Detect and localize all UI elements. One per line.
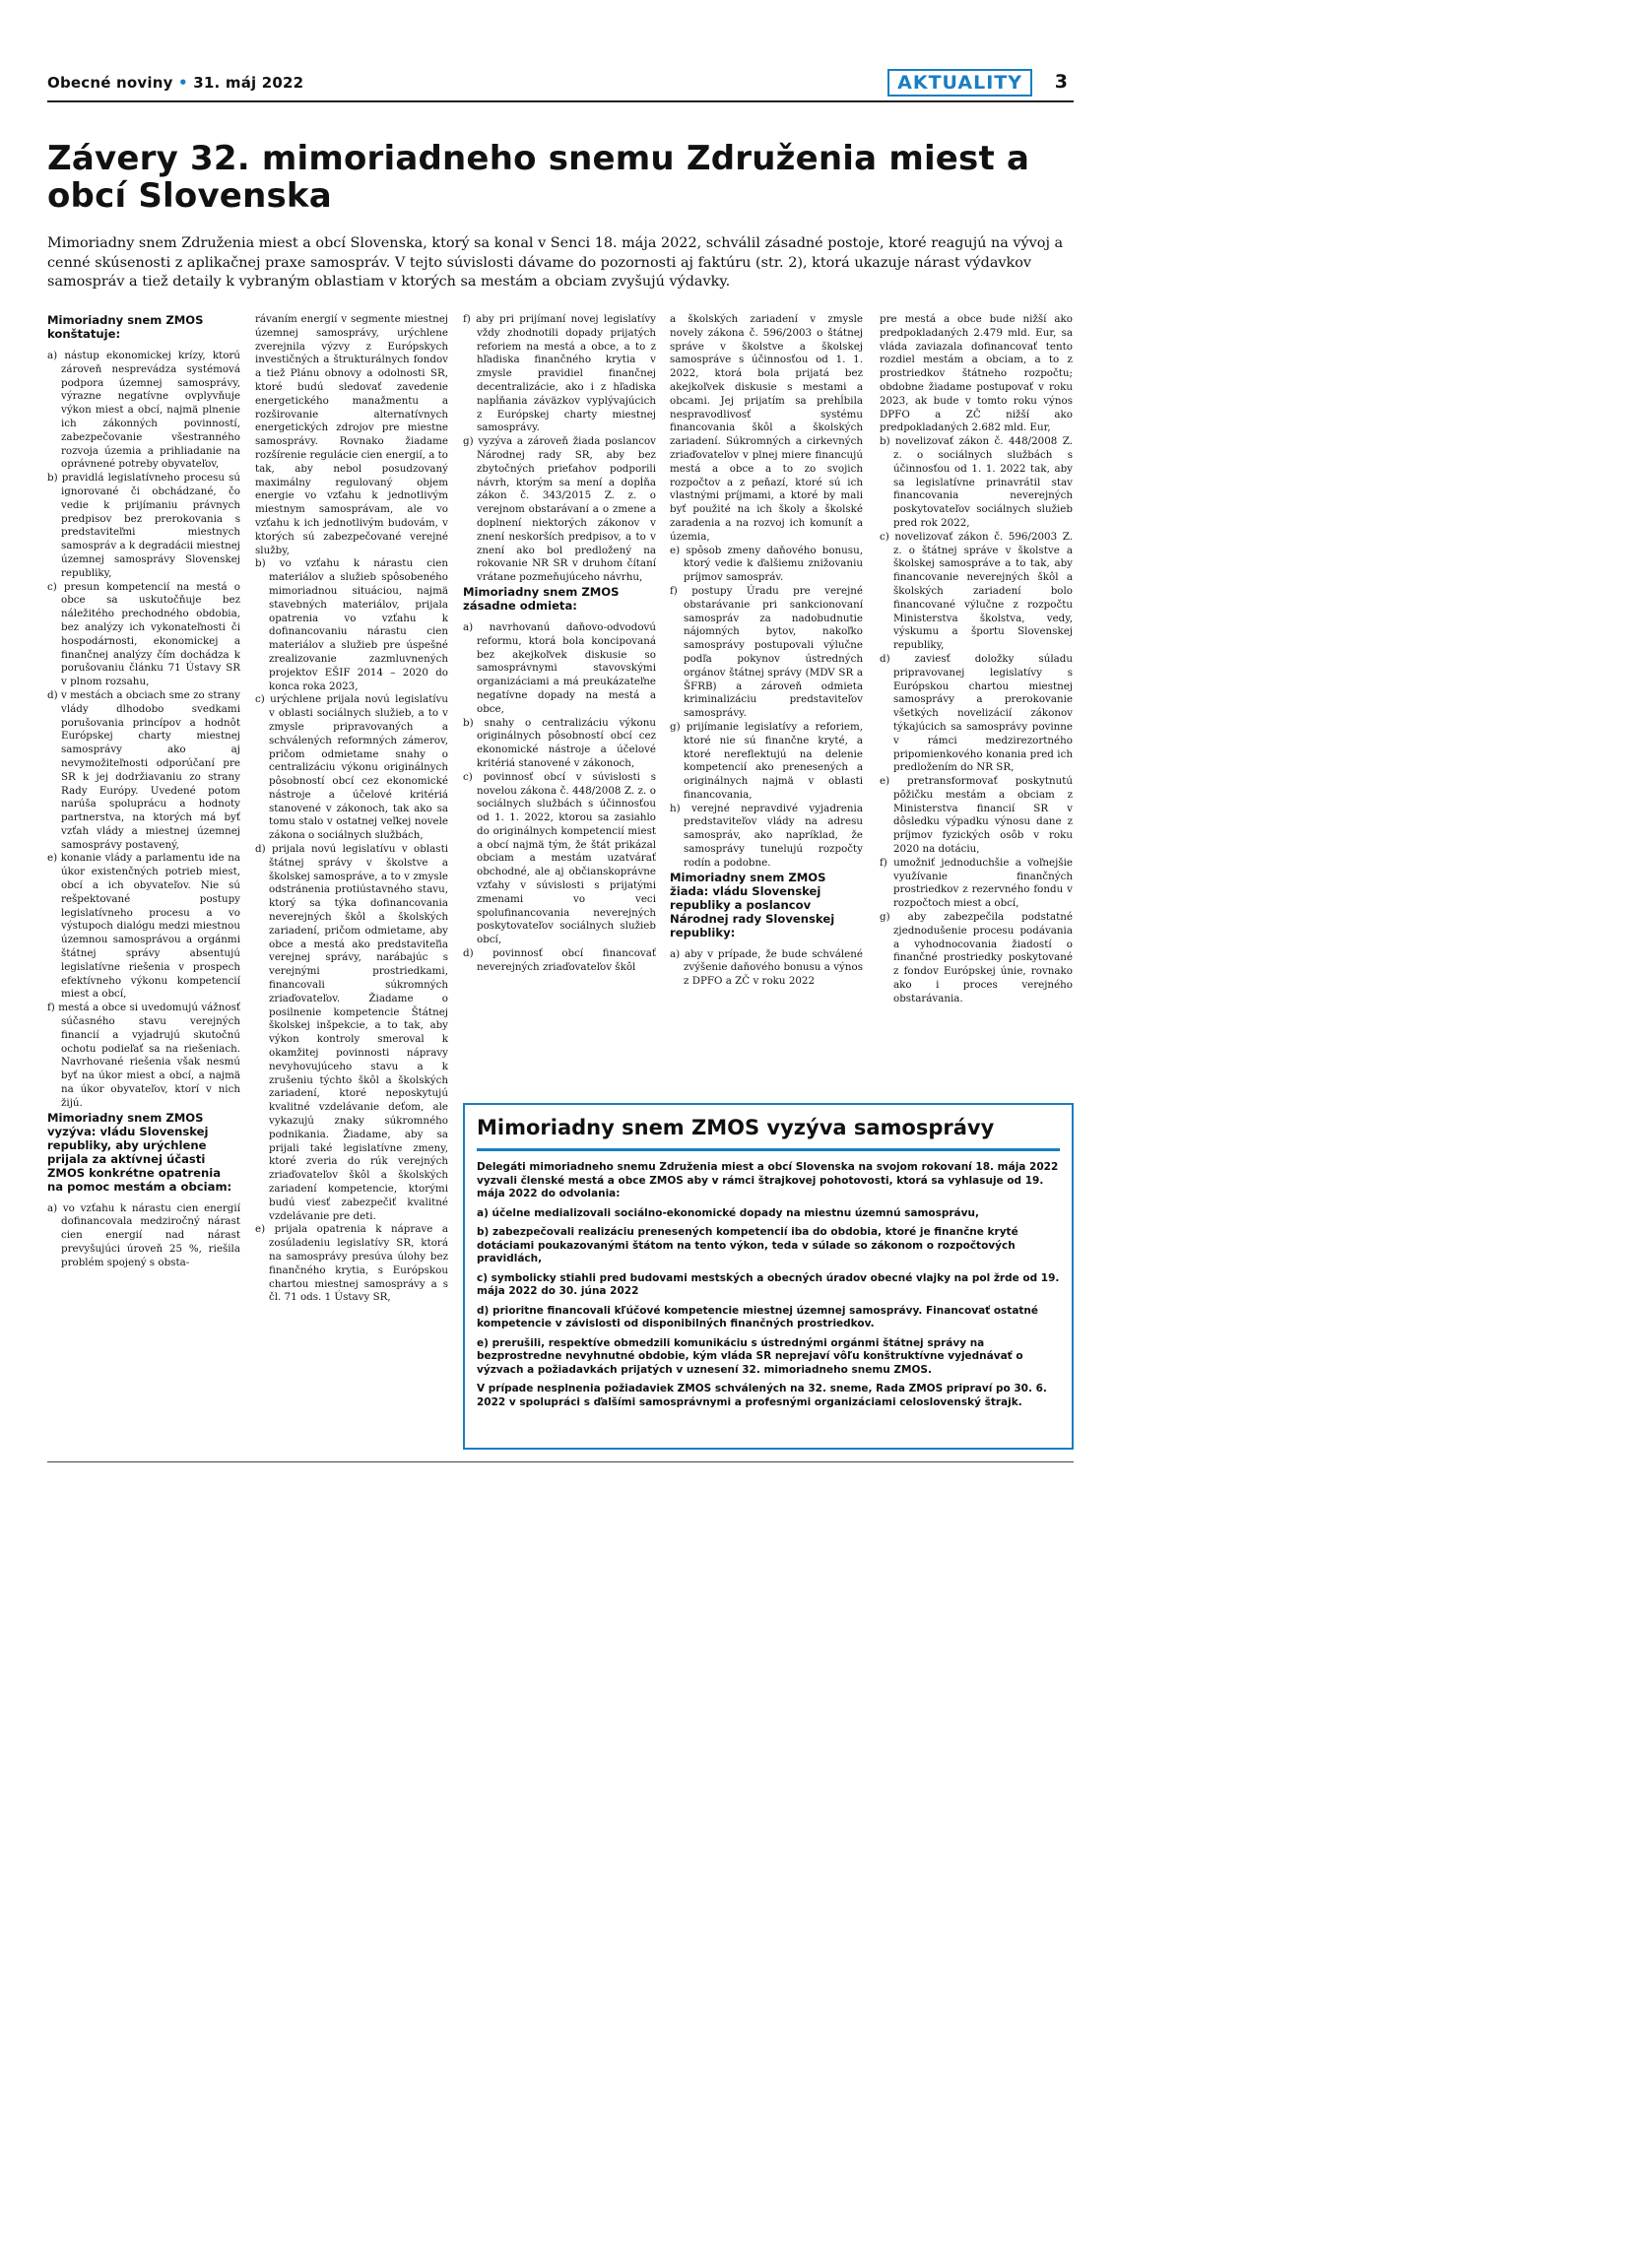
list-item: e) prijala opatrenia k náprave a zosúladeniu legislatívy SR, ktorá na samosprávy presúva úlohy bez finančného krytia, s Európskou chartou miestnej samosprávy a s čl. 71 ods. 1 Ústavy SR, xyxy=(255,1223,448,1304)
column-2 xyxy=(255,313,448,1305)
list-item: f) umožniť jednoduchšie a voľnejšie využívanie finančných prostriedkov z rezervného fondu v rozpočtoch miest a obcí, xyxy=(880,856,1073,910)
list-item: d) v mestách a obciach sme zo strany vlády dlhodobo svedkami porušovania princípov a hodnôt Európskej charty miestnej samosprávy ako aj nevymožiteľnosti odporúčaní pre SR k jej dodržiavaniu zo strany Rady Európy. Uvedené potom narúša spoluprácu a hodnoty partnerstva, na ktorých má byť vzťah vlády a miestnej územnej samosprávy postavený, xyxy=(47,688,240,851)
continuation-text: a školských zariadení v zmysle novely zákona č. 596/2003 o štátnej správe v školstve a školskej samospráve s účinnosťou od 1. 1. 2022, ktorá bola prijatá bez akejkoľvek diskusie s mestami a obcami. Jej prijatím sa prehĺbila nespravodlivosť systému financovania škôl a školských zariadení. Súkromných a cirkevných zriaďovateľov v plnej miere financujú mestá a obce a to zo svojich rozpočtov a z peňazí, ktoré sú ich vlastnými príjmami, a ktoré by mali byť použité na ich školy a školské zaradenia a na rozvoj ich komunít a územia, xyxy=(670,313,863,543)
list-item: b) snahy o centralizáciu výkonu originálnych pôsobností obcí cez ekonomické nástroje a účelové kritériá stanovené v zákonoch, xyxy=(463,716,656,769)
callout-closing: V prípade nesplnenia požiadaviek ZMOS schválených na 32. sneme, Rada ZMOS pripraví po 30. 6. 2022 v spolupráci s ďalšími samosprávnymi a profesnými organizáciami celoslovenský štrajk. xyxy=(477,1383,1047,1408)
publication-line xyxy=(47,74,303,92)
callout-item: d) prioritne financovali kľúčové kompetencie miestnej územnej samosprávy. Financovať ostatné kompetencie v závislosti od disponibilných finančných prostriedkov. xyxy=(477,1304,1039,1329)
column-1 xyxy=(47,313,240,1270)
list-item: f) mestá a obce si uvedomujú vážnosť súčasného stavu verejných financií a vyjadrujú skutočnú ochotu podieľať sa na riešeniach. Navrhované riešenia však nesmú byť na úkor miest a obcí, a najmä na úkor obyvateľov, ktorí v nich žijú. xyxy=(47,1002,240,1109)
callout-item: b) zabezpečovali realizáciu prenesených kompetencií iba do obdobia, ktoré je finančne kryté dotáciami poukazovanými štátom na tento výkon, teda v súlade so zákonom o rozpočtových pravidlách, xyxy=(477,1226,1018,1264)
list-item: h) verejné nepravdivé vyjadrenia predstaviteľov vlády na adresu samospráv, ako napríklad, že samosprávy tunelujú rozpočty rodín a podobne. xyxy=(670,802,863,869)
section-label: AKTUALITY xyxy=(887,69,1032,97)
bottom-rule xyxy=(47,1461,1074,1462)
callout-item: c) symbolicky stiahli pred budovami mestských a obecných úradov obecné vlajky na pol žrde od 19. mája 2022 do 30. júna 2022 xyxy=(477,1271,1060,1297)
list-item: b) vo vzťahu k nárastu cien materiálov a služieb spôsobeného mimoriadnou situáciou, najmä stavebných materiálov, prijala opatrenia vo vzťahu k dofinancovaniu nárastu cien materiálov a služieb pre úspešné zrealizovanie zazmluvnených projektov EŠIF 2014 – 2020 do konca roka 2023, xyxy=(255,557,448,692)
top-rule xyxy=(47,100,1074,102)
continuation-text: rávaním energií v segmente miestnej územnej samosprávy, urýchlene zverejnila výzvy z Európskych investičných a štrukturálnych fondov a tiež Plánu obnovy a odolnosti SR, ktoré budú sledovať zavedenie energetického manažmentu a rozširovanie alternatívnych energetických zdrojov pre miestne samosprávy. Rovnako žiadame rozšírenie regulácie cien energií, a to tak, aby nebol posudzovaný maximálny regulovaný objem energie vo vzťahu k jednotlivým miestnym samosprávam, ale vo vzťahu k ich jednotlivým budovám, v ktorých sú zabezpečované verejné služby, xyxy=(255,313,448,556)
article-title: Závery 32. mimoriadneho snemu Združenia miest a obcí Slovenska xyxy=(47,139,1030,216)
page-number: 3 xyxy=(1054,71,1068,93)
list-item: f) postupy Úradu pre verejné obstarávanie pri sankcionovaní samospráv za nadobudnutie nájomných bytov, nakoľko samosprávy postupovali výlučne podľa pokynov ústredných orgánov štátnej správy (MDV SR a ŠFRB) a zároveň odmieta kriminalizáciu predstaviteľov samosprávy. xyxy=(670,584,863,720)
masthead xyxy=(47,69,1074,100)
list-item: d) prijala novú legislatívu v oblasti štátnej správy v školstve a školskej samospráve, a to v zmysle odstránenia protiústavného stavu, ktorý sa týka dofinancovania neverejných škôl a školských zariadení, pričom odmietame, aby obce a mestá ako predstaviteľia verejnej správy, narábajúc s verejnými prostriedkami, financovali súkromných zriaďovateľov. Žiadame o posilnenie kompetencie Štátnej školskej inšpekcie, a to tak, aby výkon kontroly smeroval k okamžitej povinnosti nápravy nevyhovujúceho stavu a k zrušeniu týchto škôl a školských zariadení, ktoré neposkytujú kvalitné vzdelávanie deťom, ale vykazujú znaky súkromného podnikania. Žiadame, aby sa prijali také legislatívne zmeny, ktoré zveria do rúk verejných zriaďovateľov škôl a školských zariadení kompetencie, ktorými budú viesť zabezpečiť kvalitné vzdelávanie pre deti. xyxy=(255,843,448,1222)
callout-intro: Delegáti mimoriadneho snemu Združenia miest a obcí Slovenska na svojom rokovaní 18. mája 2022 vyzvali členské mestá a obce ZMOS aby v rámci štrajkovej pohotovosti, ktorá sa vyhlasuje od 19. mája 2022 do odvolania: xyxy=(477,1161,1059,1199)
list-item: c) urýchlene prijala novú legislatívu v oblasti sociálnych služieb, a to v zmysle pripravovaných a schválených reformných zámerov, pričom odmietame snahy o centralizáciu výkonu originálnych pôsobností obcí cez ekonomické nástroje a účelové kritériá stanovené v zákonoch, tak ako sa tomu stalo v ostatnej veľkej novele zákona o sociálnych službách, xyxy=(255,693,448,842)
list-item: d) zaviesť doložky súladu pripravovanej legislatívy s Európskou chartou miestnej samosprávy a prerokovanie všetkých novelizácií zákonov týkajúcich sa samosprávy povinne v rámci medzirezortného pripomienkového konania pred ich predložením do NR SR, xyxy=(880,652,1073,774)
list-item: c) presun kompetencií na mestá o obce sa uskutočňuje bez náležitého prechodného obdobia, bez analýzy ich vykonateľnosti či hospodárnosti, ekonomickej a finančnej analýzy čím dochádza k porušovaniu článku 71 Ústavy SR v plnom rozsahu, xyxy=(47,580,240,688)
article-lead: Mimoriadny snem Združenia miest a obcí Slovenska, ktorý sa konal v Senci 18. mája 2022, schválil zásadné postoje, ktoré reagujú na vývoj a cenné skúsenosti z aplikačnej praxe samospráv. V tejto súvislosti dávame do pozornosti aj faktúru (str. 2), ktorá ukazuje nárast výdavkov samospráv a tiež detaily k vybraným oblastiam v ktorých sa mestám a obciam zvyšujú výdavky. xyxy=(47,235,1064,290)
list-item: e) konanie vlády a parlamentu ide na úkor existenčných potrieb miest, obcí a ich obyvateľov. Nie sú rešpektované postupy legislatívneho procesu a vo výstupoch dialógu medzi miestnou územnou samosprávou a orgánmi štátnej správy absentujú legislatívne riešenia v prospech efektívneho výkonu kompetencií miest a obcí, xyxy=(47,852,240,1001)
callout-box xyxy=(463,1103,1074,1450)
list-item: e) spôsob zmeny daňového bonusu, ktorý vedie k ďalšiemu znižovaniu príjmov samospráv. xyxy=(670,544,863,584)
list-item: a) aby v prípade, že bude schválené zvýšenie daňového bonusu a výnos z DPFO a ZČ v roku 2022 xyxy=(670,947,863,988)
list-item: d) povinnosť obcí financovať neverejných zriaďovateľov škôl xyxy=(463,947,656,973)
list-item: g) prijímanie legislatívy a reforiem, ktoré nie sú finančne kryté, a ktoré nereflektujú na delenie kompetencií ako prenesených a originálnych najmä v oblasti financovania, xyxy=(670,720,863,801)
column-3 xyxy=(463,313,656,975)
section-heading-ziada: Mimoriadny snem ZMOS žiada: vládu Slovenskej republiky a poslancov Národnej rady Slovenskej republiky: xyxy=(670,870,835,940)
list-item: g) aby zabezpečila podstatné zjednodušenie procesu podávania a vyhodnocovania žiadostí o finančné prostriedky poskytované z fondov Európskej únie, rovnako ako i proces verejného obstarávania. xyxy=(880,911,1073,1004)
issue-date: 31. máj 2022 xyxy=(193,74,304,92)
callout-item: a) účelne medializovali sociálno-ekonomické dopady na miestnu územnú samosprávu, xyxy=(477,1206,979,1219)
column-4 xyxy=(670,313,863,989)
list-item: b) novelizovať zákon č. 448/2008 Z. z. o sociálnych službách s účinnosťou od 1. 1. 2022 tak, aby sa legislatívne prinavrátil stav financovania neverejných poskytovateľov sociálnych služieb pred rok 2022, xyxy=(880,435,1073,529)
section-heading-vyzyva-vladu: Mimoriadny snem ZMOS vyzýva: vládu Slovenskej republiky, aby urýchlene prijala za aktívnej účasti ZMOS konkrétne opatrenia na pomoc mestám a obciam: xyxy=(47,1110,232,1194)
callout-item: e) prerušili, respektíve obmedzili komunikáciu s ústrednými orgánmi štátnej správy na bezprostredne nevyhnutné obdobie, kým vláda SR neprejaví vôľu konštruktívne vyjednávať o výzvach a požiadavkách prijatých v uznesení 32. mimoriadneho snemu ZMOS. xyxy=(477,1336,1023,1376)
callout-title: Mimoriadny snem ZMOS vyzýva samosprávy xyxy=(477,1116,995,1139)
list-item: b) pravidlá legislatívneho procesu sú ignorované či obchádzané, čo vedie k prijímaniu právnych predpisov bez prerokovania s predstaviteľmi miestnych samospráv a k degradácii miestnej územnej samosprávy Slovenskej republiky, xyxy=(47,472,240,579)
section-heading-odmieta: Mimoriadny snem ZMOS zásadne odmieta: xyxy=(463,584,620,613)
list-item: f) aby pri prijímaní novej legislatívy vždy zhodnotili dopady prijatých reforiem na mestá a obce, a to z hľadiska finančného krytia v zmysle pravidiel finančnej decentralizácie, ako i z hľadiska napĺňania záväzkov vyplývajúcich z Európskej charty miestnej samosprávy. xyxy=(463,313,656,434)
list-item: c) povinnosť obcí v súvislosti s novelou zákona č. 448/2008 Z. z. o sociálnych službách s účinnosťou od 1. 1. 2022, ktorou sa zasiahlo do originálnych kompetencií miest a obcí najmä tým, že štát prikázal obciam a mestám uzatvárať obchodné, ale aj občianskoprávne vzťahy v súvislosti s prijatými zmenami vo veci spolufinancovania neverejných poskytovateľov sociálnych služieb obcí, xyxy=(463,770,656,946)
continuation-text: pre mestá a obce bude nižší ako predpokladaných 2.479 mld. Eur, sa vláda zaviazala dofinancovať tento rozdiel mestám a obciam, a to z prostriedkov štátneho rozpočtu; obdobne žiadame postupovať v roku 2023, ak bude v tomto roku výnos DPFO a ZČ nižší ako predpokladaných 2.682 mld. Eur, xyxy=(880,313,1073,434)
separator-dot: • xyxy=(178,74,188,92)
list-item: a) navrhovanú daňovo-odvodovú reformu, ktorá bola koncipovaná bez akejkoľvek diskusie so samosprávnymi stavovskými organizáciami a má preukázateľne negatívne dopady na mestá a obce, xyxy=(463,620,656,715)
publication-name: Obecné noviny xyxy=(47,74,173,92)
column-5 xyxy=(880,313,1073,1006)
list-item: e) pretransformovať poskytnutú pôžičku mestám a obciam z Ministerstva financií SR v dôsledku výpadku výnosu dane z príjmov fyzických osôb v roku 2020 na dotáciu, xyxy=(880,775,1073,856)
callout-divider xyxy=(477,1148,1060,1151)
section-heading-konstatuje: Mimoriadny snem ZMOS konštatuje: xyxy=(47,313,204,341)
list-item: a) vo vzťahu k nárastu cien energií dofinancovala medziročný nárast cien energií nad nárast prevyšujúci úroveň 25 %, riešila problém spojený s obsta- xyxy=(47,1201,240,1268)
list-item: c) novelizovať zákon č. 596/2003 Z. z. o štátnej správe v školstve a školskej samospráve a to tak, aby financovanie neverejných škôl a školských zariadení bolo financované výlučne z rozpočtu Ministerstva školstva, vedy, výskumu a športu Slovenskej republiky, xyxy=(880,530,1073,652)
list-item: g) vyzýva a zároveň žiada poslancov Národnej rady SR, aby bez zbytočných prieťahov podporili návrh, ktorým sa mení a dopĺňa zákon č. 343/2015 Z. z. o verejnom obstarávaní a o zmene a doplnení niektorých zákonov v znení neskorších predpisov, a to v znení ako bol predložený na rokovanie NR SR v druhom čítaní vrátane pozmeňujúceho návrhu, xyxy=(463,435,656,584)
list-item: a) nástup ekonomickej krízy, ktorú zároveň nesprevádza systémová podpora územnej samosprávy, výrazne negatívne ovplyvňuje výkon miest a obcí, najmä plnenie ich zákonných povinností, zabezpečovanie všestranného rozvoja územia a prihliadanie na oprávnené potreby obyvateľov, xyxy=(47,350,240,471)
